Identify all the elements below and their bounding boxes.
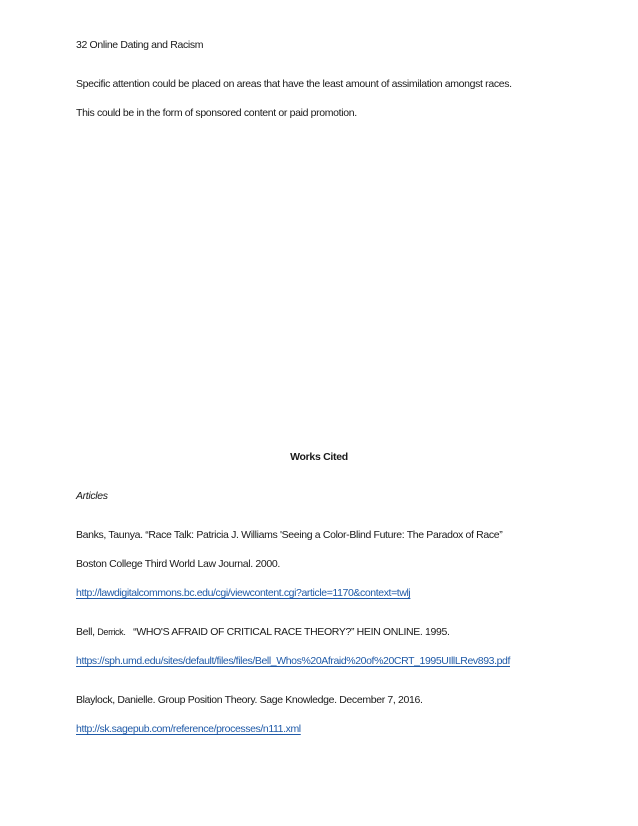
- citation-bell-link[interactable]: https://sph.umd.edu/sites/default/files/files/Bell_Whos%20Afraid%20of%20CRT_1995UIllLRev893.pdf: [76, 655, 510, 667]
- citation-bell-author-first: Derrick.: [97, 627, 126, 637]
- section-label-articles: Articles: [76, 490, 108, 502]
- citation-blaylock-line-1: Blaylock, Danielle. Group Position Theory. Sage Knowledge. December 7, 2016.: [76, 694, 423, 706]
- citation-blaylock-link[interactable]: http://sk.sagepub.com/reference/processes/n111.xml: [76, 723, 301, 735]
- citation-bell-title: “WHO'S AFRAID OF CRITICAL RACE THEORY?” HEIN ONLINE. 1995.: [133, 626, 450, 638]
- citation-banks-line-2: Boston College Third World Law Journal. 2000.: [76, 558, 280, 570]
- citation-banks-line-1: Banks, Taunya. “Race Talk: Patricia J. Williams 'Seeing a Color-Blind Future: The Paradox of Race”: [76, 529, 503, 541]
- running-head: 32 Online Dating and Racism: [76, 39, 204, 51]
- body-paragraph-2: This could be in the form of sponsored content or paid promotion.: [76, 107, 357, 119]
- works-cited-heading: Works Cited: [290, 451, 348, 463]
- citation-bell-line-1: [76, 625, 450, 639]
- body-paragraph-1: Specific attention could be placed on areas that have the least amount of assimilation amongst races.: [76, 78, 512, 90]
- citation-bell-author-last: Bell,: [76, 626, 95, 638]
- citation-banks-link[interactable]: http://lawdigitalcommons.bc.edu/cgi/viewcontent.cgi?article=1170&context=twlj: [76, 587, 411, 599]
